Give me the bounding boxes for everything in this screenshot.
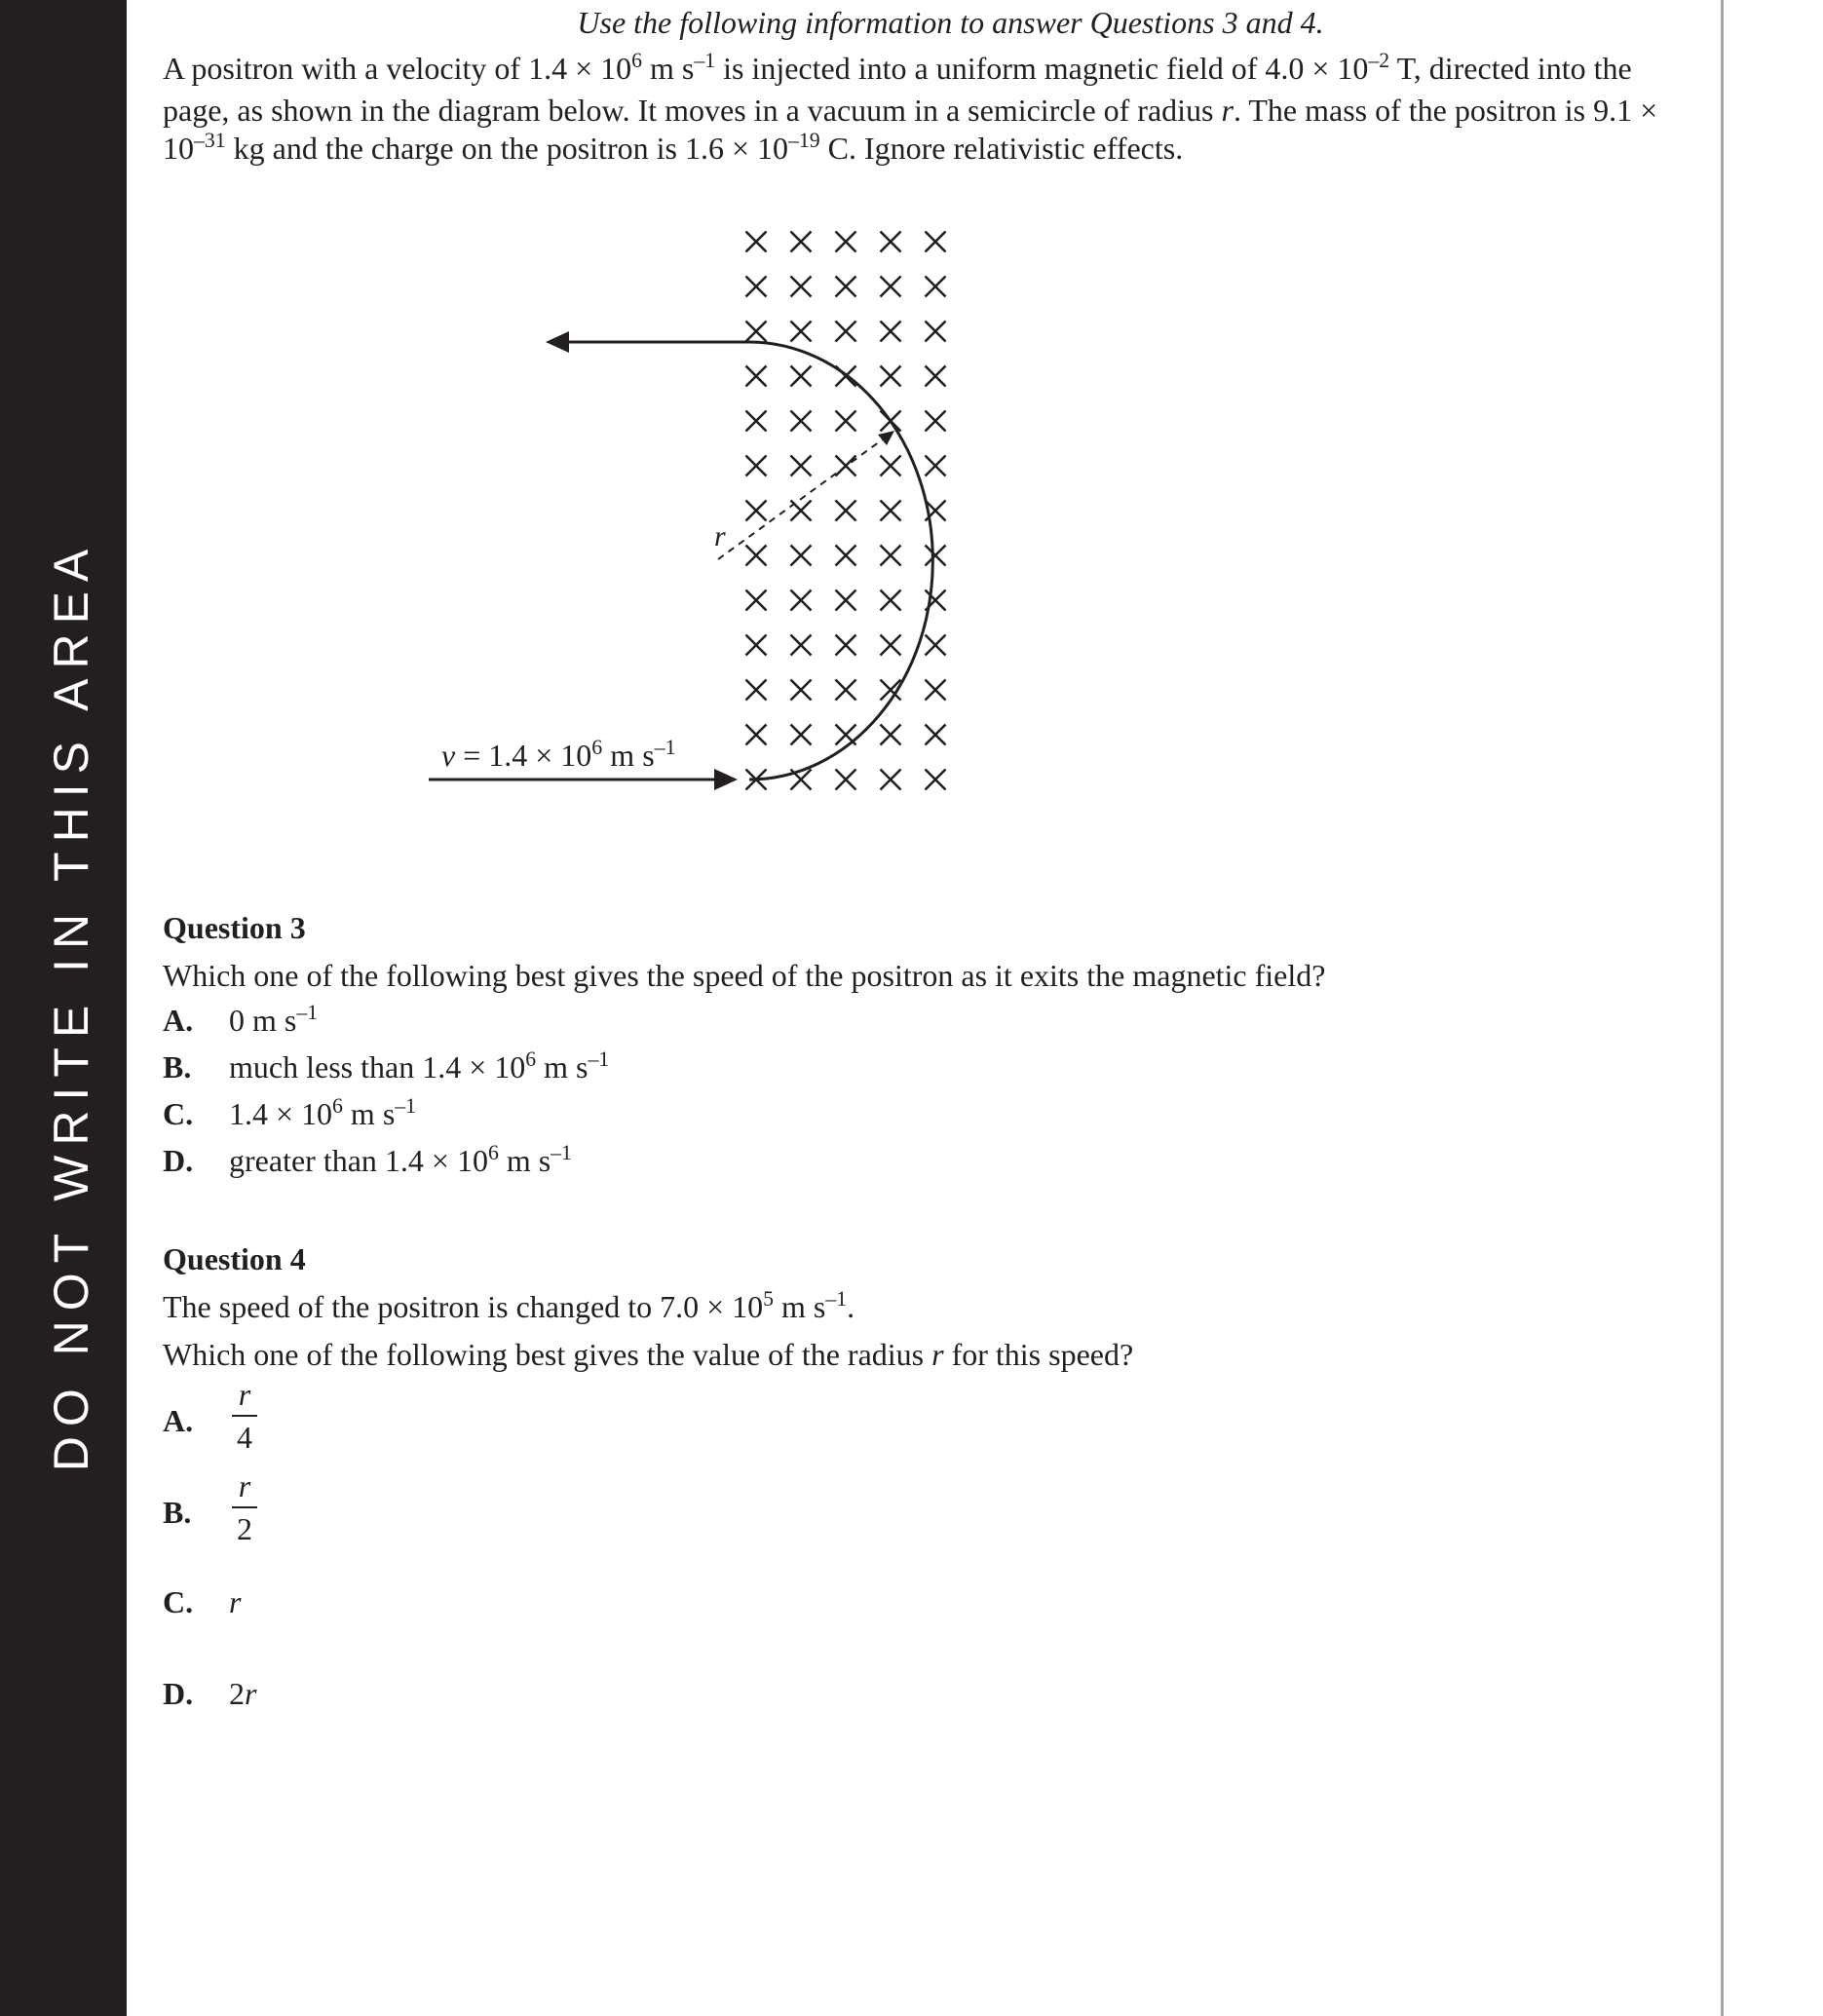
- field-into-page-marker: [791, 635, 812, 656]
- field-into-page-marker: [791, 322, 812, 342]
- q3-option-a-text[interactable]: 0 m $s^{-1}$: [229, 1001, 319, 1038]
- field-into-page-marker: [836, 501, 856, 521]
- fraction-bar: [232, 1415, 257, 1417]
- q4-option-a-letter: A.: [163, 1403, 194, 1438]
- field-into-page-marker: [746, 590, 767, 611]
- field-into-page-marker: [926, 680, 946, 701]
- field-into-page-marker: [791, 456, 812, 476]
- field-into-page-marker: [881, 501, 901, 521]
- q4-option-c-letter: C.: [163, 1584, 194, 1619]
- fraction-denominator: 2: [237, 1511, 252, 1546]
- field-into-page-marker: [746, 635, 767, 656]
- field-into-page-marker: [791, 232, 812, 252]
- field-into-page-marker: [881, 725, 901, 745]
- fraction-numerator: r: [238, 1468, 251, 1503]
- q3-option-a-letter: A.: [163, 1003, 194, 1038]
- field-into-page-marker: [926, 232, 946, 252]
- q4-option-d-letter: D.: [163, 1676, 194, 1711]
- info-intro: Use the following information to answer Questions 3 and 4.: [577, 5, 1324, 40]
- field-into-page-marker: [746, 366, 767, 387]
- field-into-page-marker: [746, 277, 767, 297]
- field-into-page-marker: [791, 590, 812, 611]
- field-into-page-marker: [791, 680, 812, 701]
- field-into-page-marker: [791, 725, 812, 745]
- field-into-page-marker: [746, 322, 767, 342]
- radius-arrowhead: [878, 431, 894, 445]
- q4-option-a-fraction[interactable]: [230, 1378, 259, 1454]
- field-into-page-marker: [926, 635, 946, 656]
- field-into-page-marker: [881, 366, 901, 387]
- info-stem: A positron with a velocity of $1.4 \times 10^6$ m $s^{-1}$ is injected into a uniform magnetic field of $4.0 \times 10^{-2}$ T, directed into the page, as shown in the diagram below. It moves in a vacuum in a semicircle of radius r. The mass of the positron is $9.1 \times 10^{-31}$ kg and the charge on the positron is $1.6 \times 10^{-19}$ C. Ignore relativistic effects.: [163, 49, 1658, 166]
- field-into-page-marker: [836, 232, 856, 252]
- field-into-page-marker: [791, 546, 812, 566]
- do-not-write-notice: DO NOT WRITE IN THIS AREA: [44, 539, 98, 1472]
- exit-arrowhead: [546, 331, 569, 353]
- q3-option-d-letter: D.: [163, 1143, 194, 1178]
- field-into-page-marker: [836, 635, 856, 656]
- field-into-page-marker: [746, 456, 767, 476]
- field-into-page-marker: [746, 232, 767, 252]
- field-into-page-marker: [926, 411, 946, 432]
- field-into-page-marker: [926, 456, 946, 476]
- field-into-page-marker: [746, 501, 767, 521]
- q4-option-b-letter: B.: [163, 1495, 192, 1530]
- field-into-page-marker: [836, 322, 856, 342]
- velocity-label: $v = 1.4 \times 10^6$ m $s^{-1}$: [441, 735, 676, 773]
- q3-option-b-letter: B.: [163, 1049, 192, 1084]
- field-into-page-marker: [881, 590, 901, 611]
- q4-title: Question 4: [163, 1241, 306, 1276]
- field-into-page-marker: [791, 277, 812, 297]
- q3-option-d-text[interactable]: greater than $1.4 \times 10^6$ m $s^{-1}$: [229, 1141, 572, 1178]
- field-into-page-marker: [836, 277, 856, 297]
- field-into-page-marker: [881, 277, 901, 297]
- field-into-page-marker: [881, 770, 901, 790]
- field-into-page-marker: [791, 411, 812, 432]
- field-into-page-marker: [881, 456, 901, 476]
- q3-prompt: Which one of the following best gives the speed of the positron as it exits the magnetic field?: [163, 958, 1326, 993]
- fraction-bar: [232, 1506, 257, 1508]
- q4-option-b-fraction[interactable]: [230, 1469, 259, 1545]
- field-into-page-marker: [791, 366, 812, 387]
- field-into-page-marker: [926, 366, 946, 387]
- fraction-denominator: 4: [237, 1420, 252, 1455]
- q3-option-c-letter: C.: [163, 1096, 194, 1131]
- field-into-page-marker: [926, 277, 946, 297]
- field-into-page-marker: [746, 411, 767, 432]
- q4-option-d-text[interactable]: 2r: [229, 1676, 257, 1711]
- field-into-page-marker: [746, 680, 767, 701]
- fraction-numerator: r: [238, 1377, 251, 1412]
- field-into-page-marker: [746, 546, 767, 566]
- field-into-page-marker: [881, 322, 901, 342]
- field-into-page-marker: [881, 232, 901, 252]
- q4-option-c-text[interactable]: r: [229, 1584, 242, 1619]
- field-into-page-marker: [926, 770, 946, 790]
- field-into-page-marker: [836, 411, 856, 432]
- field-into-page-marker: [881, 546, 901, 566]
- q4-line-1: The speed of the positron is changed to $7.0 \times 10^5$ m $s^{-1}$.: [163, 1287, 855, 1324]
- radius-line: [718, 437, 887, 559]
- field-into-page-marker: [926, 546, 946, 566]
- entry-arrowhead: [714, 769, 738, 790]
- field-grid: [746, 232, 946, 790]
- field-into-page-marker: [926, 725, 946, 745]
- radius-label: r: [714, 520, 726, 552]
- field-into-page-marker: [836, 770, 856, 790]
- field-into-page-marker: [926, 322, 946, 342]
- q3-option-b-text[interactable]: much less than $1.4 \times 10^6$ m $s^{-1}$: [229, 1047, 610, 1084]
- q3-title: Question 3: [163, 910, 306, 945]
- field-into-page-marker: [836, 680, 856, 701]
- field-into-page-marker: [836, 546, 856, 566]
- q3-option-c-text[interactable]: $1.4 \times 10^6$ m $s^{-1}$: [229, 1094, 417, 1131]
- field-into-page-marker: [836, 590, 856, 611]
- q4-line-2: Which one of the following best gives the value of the radius r for this speed?: [163, 1337, 1134, 1372]
- field-into-page-marker: [881, 635, 901, 656]
- field-into-page-marker: [746, 725, 767, 745]
